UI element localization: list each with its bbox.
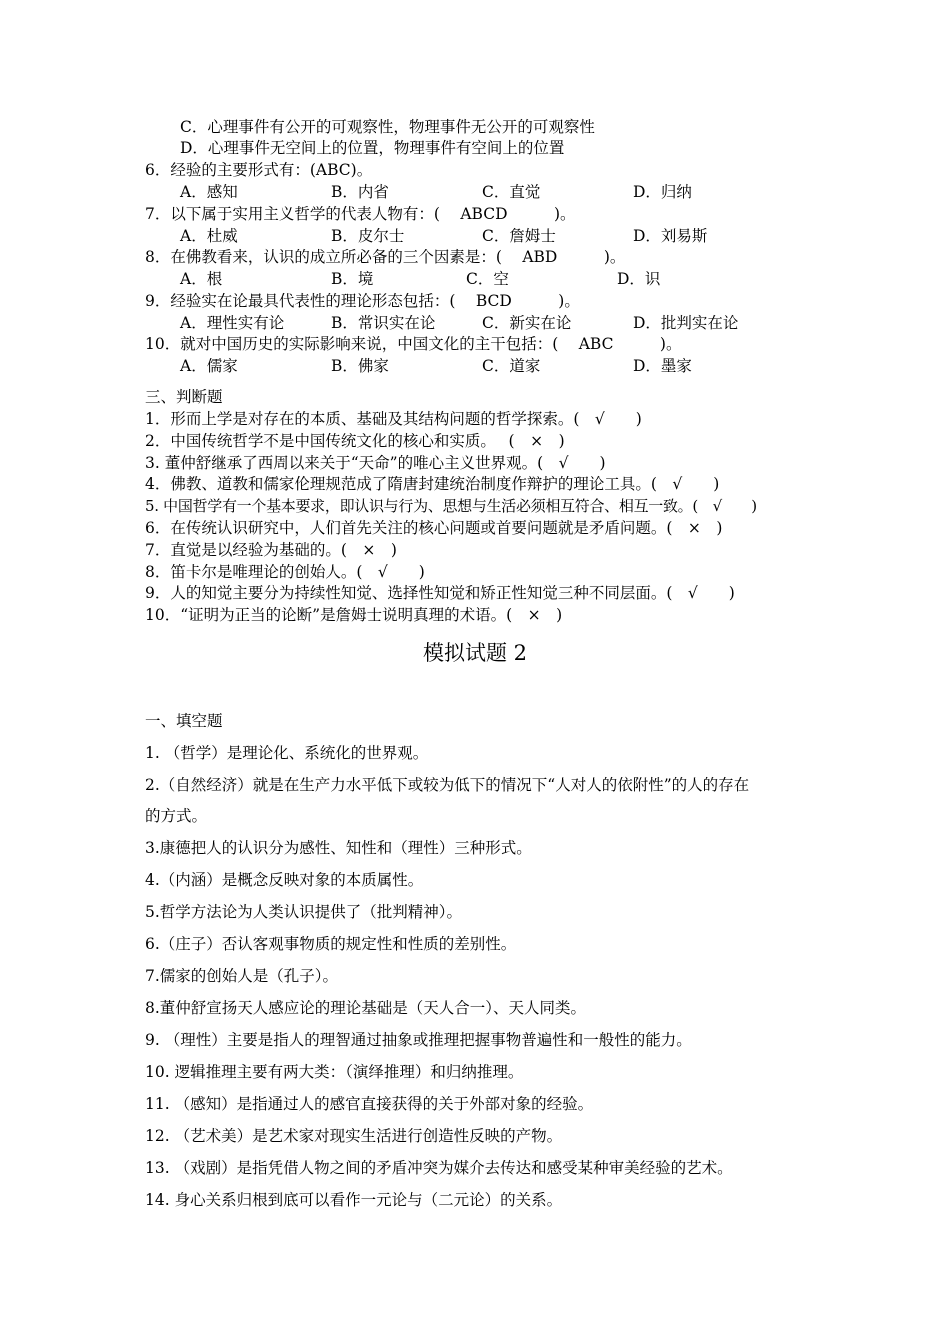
mc6-option-d: D．归纳 [633,183,692,201]
mc5-option-d: D．心理事件无空间上的位置，物理事件有空间上的位置 [180,139,565,157]
mc-question-8: 8．在佛教看来，认识的成立所必备的三个因素是：( ABD )。 [145,248,626,266]
fill-item-3: 3.康德把人的认识分为感性、知性和（理性）三种形式。 [145,839,532,857]
judge-item-2: 2．中国传统哲学不是中国传统文化的核心和实质。 ( × ) [145,432,565,450]
fill-item-9: 9. （理性）主要是指人的理智通过抽象或推理把握事物普遍性和一般性的能力。 [145,1031,692,1049]
fill-item-10: 10. 逻辑推理主要有两大类：（演绎推理）和归纳推理。 [145,1063,524,1081]
mc10-option-a: A．儒家 [180,357,238,375]
mc5-option-c: C．心理事件有公开的可观察性，物理事件无公开的可观察性 [180,118,595,136]
fill-item-2-cont: 的方式。 [145,807,208,825]
mc7-option-c: C．詹姆士 [482,227,556,245]
judge-item-8: 8．笛卡尔是唯理论的创始人。( √ ) [145,563,425,581]
mc10-option-d: D．墨家 [633,357,692,375]
mc-question-6: 6．经验的主要形式有：(ABC)。 [145,161,373,179]
judge-item-3: 3. 董仲舒继承了西周以来关于“天命”的唯心主义世界观。( √ ) [145,454,606,472]
fill-item-5: 5.哲学方法论为人类认识提供了（批判精神）。 [145,903,463,921]
mc8-option-a: A．根 [180,270,223,288]
mc6-option-a: A．感知 [180,183,238,201]
fill-item-4: 4.（内涵）是概念反映对象的本质属性。 [145,871,424,889]
fill-item-2: 2.（自然经济）就是在生产力水平低下或较为低下的情况下“人对人的依附性”的人的存在 [145,776,750,794]
judge-item-10: 10．“证明为正当的论断”是詹姆士说明真理的术语。( × ) [145,606,563,624]
mc7-option-a: A．杜威 [180,227,238,245]
fill-item-11: 11. （感知）是指通过人的感官直接获得的关于外部对象的经验。 [145,1095,594,1113]
judge-item-7: 7．直觉是以经验为基础的。( × ) [145,541,397,559]
mc9-option-a: A．理性实有论 [180,314,285,332]
mc7-option-d: D．刘易斯 [633,227,708,245]
judge-item-5: 5. 中国哲学有一个基本要求，即认识与行为、思想与生活必须相互符合、相互一致。( √ ) [145,497,757,515]
mc6-option-c: C．直觉 [482,183,541,201]
judge-item-4: 4．佛教、道教和儒家伦理规范成了隋唐封建统治制度作辩护的理论工具。( √ ) [145,475,720,493]
judge-item-6: 6．在传统认识研究中，人们首先关注的核心问题或首要问题就是矛盾问题。( × ) [145,519,723,537]
fill-heading: 一、填空题 [145,712,223,730]
mc10-option-b: B．佛家 [331,357,389,375]
fill-item-6: 6.（庄子）否认客观事物质的规定性和性质的差别性。 [145,935,517,953]
mc9-option-d: D．批判实在论 [633,314,739,332]
fill-item-8: 8.董仲舒宣扬天人感应论的理论基础是（天人合一）、天人同类。 [145,999,587,1017]
mc-question-7: 7．以下属于实用主义哲学的代表人物有：( ABCD )。 [145,205,576,223]
fill-item-1: 1. （哲学）是理论化、系统化的世界观。 [145,744,429,762]
judge-heading: 三、判断题 [145,388,223,406]
mc9-option-c: C．新实在论 [482,314,572,332]
mc8-option-d: D．识 [617,270,661,288]
fill-item-12: 12. （艺术美）是艺术家对现实生活进行创造性反映的产物。 [145,1127,563,1145]
mc9-option-b: B．常识实在论 [331,314,436,332]
mc8-option-b: B．境 [331,270,374,288]
page-title: 模拟试题 2 [422,641,528,665]
fill-item-14: 14. 身心关系归根到底可以看作一元论与（二元论）的关系。 [145,1191,563,1209]
fill-item-13: 13. （戏剧）是指凭借人物之间的矛盾冲突为媒介去传达和感受某种审美经验的艺术。 [145,1159,733,1177]
mc8-option-c: C．空 [466,270,509,288]
mc7-option-b: B．皮尔士 [331,227,405,245]
judge-item-9: 9．人的知觉主要分为持续性知觉、选择性知觉和矫正性知觉三种不同层面。( √ ) [145,584,735,602]
mc-question-9: 9．经验实在论最具代表性的理论形态包括：( BCD )。 [145,292,580,310]
mc-question-10: 10．就对中国历史的实际影响来说，中国文化的主干包括：( ABC )。 [145,335,682,353]
judge-item-1: 1．形而上学是对存在的本质、基础及其结构问题的哲学探索。( √ ) [145,410,642,428]
fill-item-7: 7.儒家的创始人是（孔子）。 [145,967,339,985]
mc10-option-c: C．道家 [482,357,541,375]
mc6-option-b: B．内省 [331,183,389,201]
